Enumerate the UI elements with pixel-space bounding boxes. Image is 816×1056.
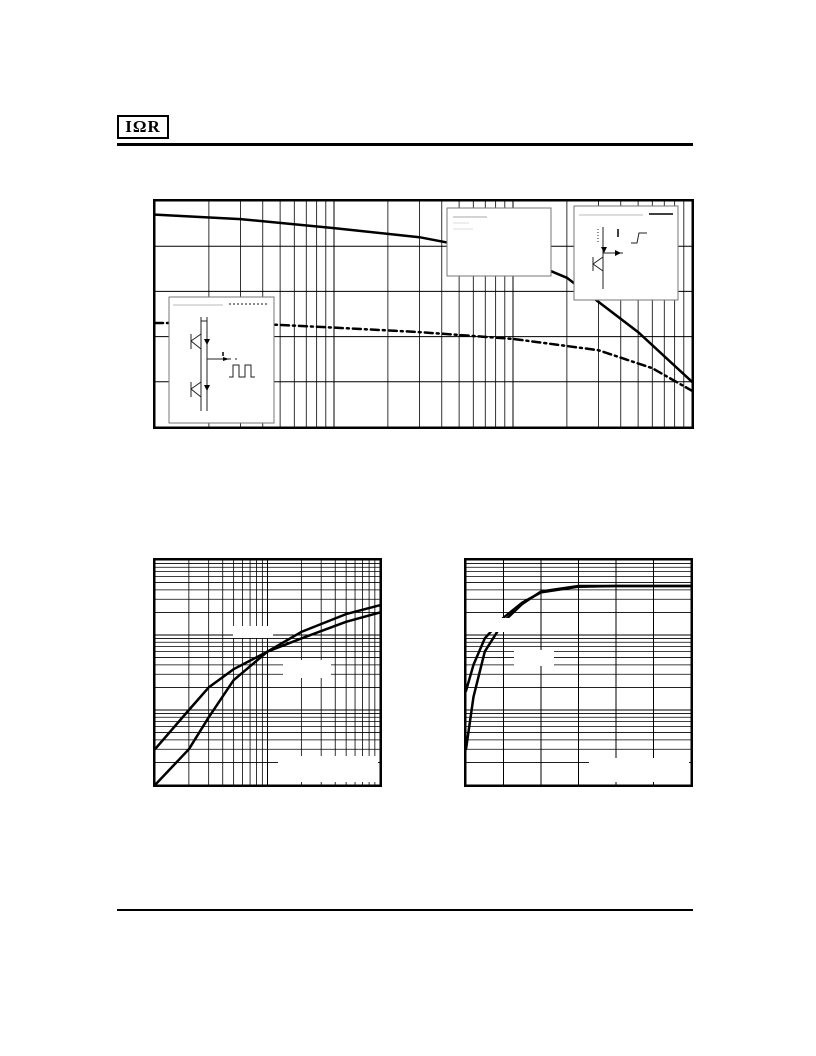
company-logo [117, 115, 169, 139]
figure-2-label-boxes [233, 626, 378, 782]
header-rule [117, 143, 693, 146]
inset-legend-box [447, 208, 551, 276]
inset-test-circuit-left [169, 297, 274, 423]
footer-rule [117, 909, 693, 911]
figure-2-chart [153, 558, 382, 787]
inset-test-circuit-right [574, 206, 678, 300]
figure-3-chart [464, 558, 693, 787]
figure-3-grid [464, 558, 693, 787]
logo-text: IΩR [125, 117, 161, 136]
figure-1-chart [153, 199, 694, 429]
